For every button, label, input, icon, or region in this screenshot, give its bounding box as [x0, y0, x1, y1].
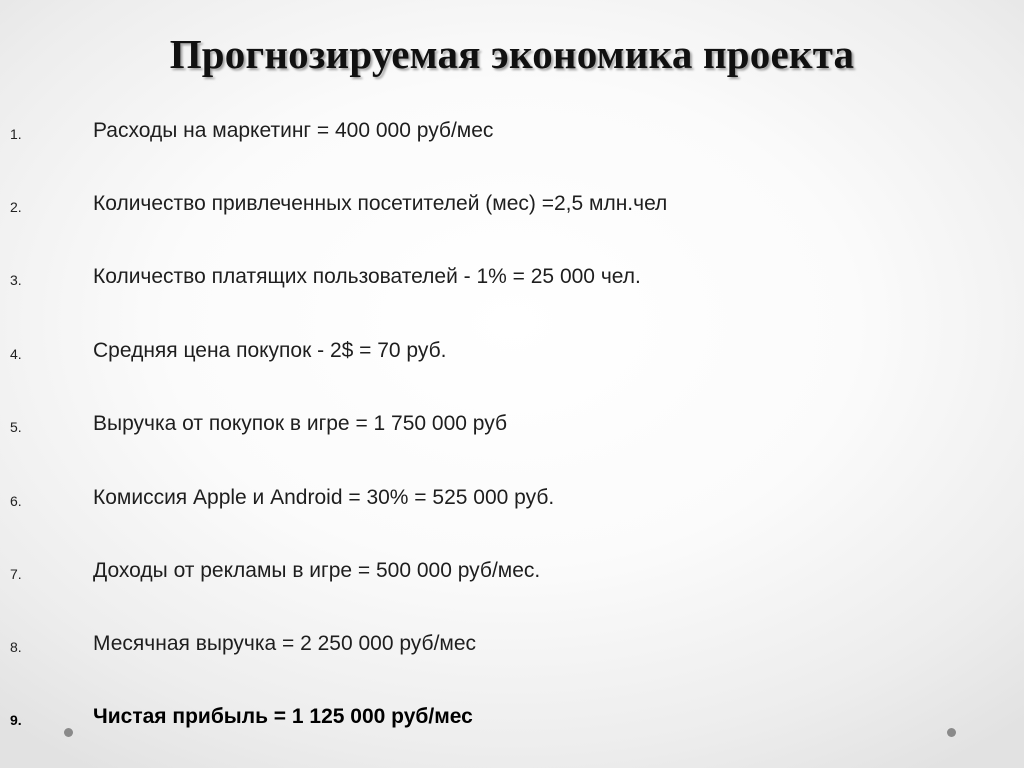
item-text: Количество привлеченных посетителей (мес) =2,5 млн.чел — [93, 192, 668, 215]
list-item — [0, 339, 1024, 369]
item-number: 7. — [10, 566, 22, 582]
list-item — [0, 412, 1024, 442]
list-item — [0, 265, 1024, 295]
list-item — [0, 705, 1024, 735]
item-text: Средняя цена покупок - 2$ = 70 руб. — [93, 339, 447, 362]
item-text: Месячная выручка = 2 250 000 руб/мес — [93, 632, 477, 655]
item-number: 3. — [10, 272, 22, 288]
item-text: Доходы от рекламы в игре = 500 000 руб/мес. — [93, 559, 541, 582]
decorative-dot-left — [64, 728, 73, 737]
item-number: 5. — [10, 419, 22, 435]
list-item — [0, 119, 1024, 149]
list-item — [0, 632, 1024, 662]
item-text: Количество платящих пользователей - 1% = 25 000 чел. — [93, 265, 641, 288]
item-number: 8. — [10, 639, 22, 655]
item-text: Выручка от покупок в игре = 1 750 000 руб — [93, 412, 508, 435]
item-text: Комиссия Apple и Android = 30% = 525 000 руб. — [93, 486, 555, 509]
item-number: 2. — [10, 199, 22, 215]
item-number: 1. — [10, 126, 22, 142]
item-number: 9. — [10, 712, 22, 728]
slide-title: Прогнозируемая экономика проекта — [169, 31, 855, 77]
item-number: 4. — [10, 346, 22, 362]
item-text: Чистая прибыль = 1 125 000 руб/мес — [93, 705, 473, 728]
list-item — [0, 559, 1024, 589]
decorative-dot-right — [947, 728, 956, 737]
list-item — [0, 486, 1024, 516]
item-number: 6. — [10, 493, 22, 509]
item-text: Расходы на маркетинг = 400 000 руб/мес — [93, 119, 494, 142]
list-item — [0, 192, 1024, 222]
